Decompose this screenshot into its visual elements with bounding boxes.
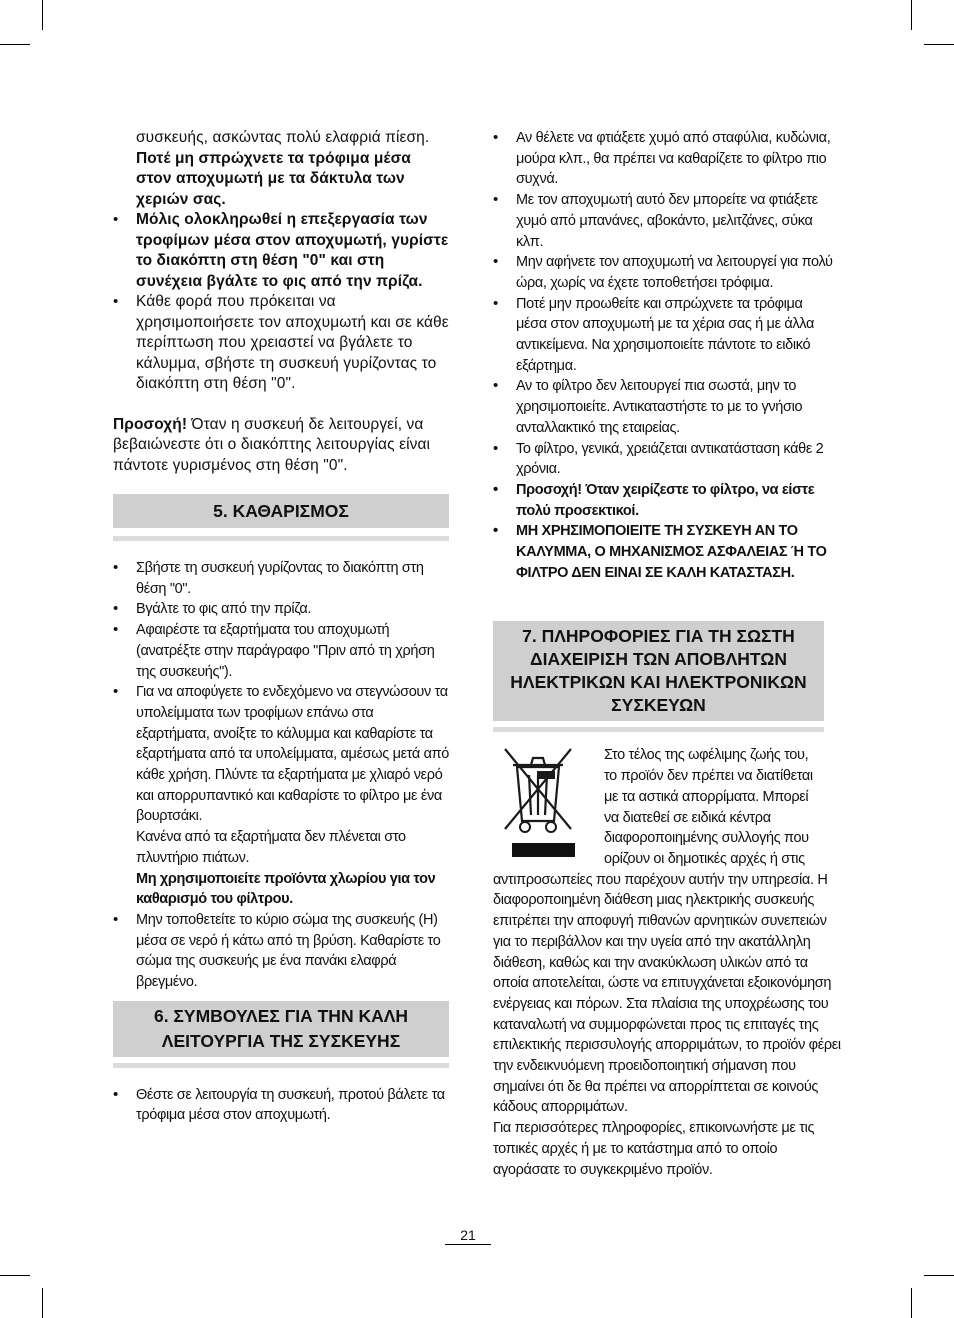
- list-item: [493, 294, 835, 377]
- crop-mark: [911, 1288, 912, 1318]
- bullet-icon: •: [493, 129, 498, 146]
- text-line: Στο τέλος της ωφέλιμης ζωής του,: [604, 747, 809, 764]
- crop-mark: [924, 44, 954, 45]
- list-item-text: Το φίλτρο, γενικά, χρειάζεται αντικατάσταση κάθε 2 χρόνια.: [516, 440, 824, 478]
- section-title: 5. ΚΑΘΑΡΙΣΜΟΣ: [113, 494, 449, 528]
- section-title: [113, 1001, 449, 1057]
- section-title-line: ΣΥΣΚΕΥΩΝ: [611, 695, 706, 716]
- intro-plain: συσκευής, ασκώντας πολύ ελαφριά πίεση.: [136, 129, 430, 146]
- list-item-text: Αν θέλετε να φτιάξετε χυμό από σταφύλια, κυδώνια, μούρα κλπ., θα πρέπει να καθαρίζετε το φίλτρο πιο συχνά.: [516, 130, 831, 188]
- list-item: [493, 376, 835, 438]
- list-item: [493, 439, 835, 480]
- crop-mark: [0, 1275, 30, 1276]
- list-item: [113, 599, 449, 620]
- section-rule: [493, 727, 824, 732]
- list-item-text: Βγάλτε το φις από την πρίζα.: [136, 601, 312, 618]
- weee-body: αντιπροσωπείες που παρέχουν αυτήν την υπηρεσία. Η διαφοροποιημένη διάθεση μιας ηλεκτρικής συσκευής επιτρέπει την αποφυγή πιθανών αρνητικών συνεπειών για το περιβάλλον και την υγεία από την ακατάλληλη διάθεση, καθώς και την ανακύκλωση υλικών από τα οποία αποτελείται, ώστε να επιτυγχάνεται εξοικονόμηση ενέργειας και πόρων. Στα πλαίσια της υποχρέωσης του καταναλωτή να συμμορφώνεται προς τις επιταγές της επιλεκτικής περισσυλογής απορριμάτων, το προϊόν φέρει την ενδεικνυόμενη προειδοποιητική σήμανση που σημαίνει ότι δε θα πρέπει να απορρίπτεται σε κοινούς κάδους απορριμάτων.: [493, 871, 841, 1116]
- list-item-text: Θέστε σε λειτουργία τη συσκευή, προτού βάλετε τα τρόφιμα μέσα στον αποχυμωτή.: [136, 1086, 445, 1124]
- cleaning-warning: Μη χρησιμοποιείτε προϊόντα χλωρίου για τον καθαρισμό του φίλτρου.: [136, 870, 436, 908]
- bullet-icon: •: [113, 621, 118, 639]
- list-item-text: Όταν χειρίζεστε το φίλτρο, να είστε πολύ προσεκτικοί.: [516, 481, 815, 519]
- section-title-line: ΗΛΕΚΤΡΙΚΩΝ ΚΑΙ ΗΛΕΚΤΡΟΝΙΚΩΝ: [510, 672, 807, 693]
- list-item: [113, 210, 449, 292]
- crop-mark: [0, 44, 30, 45]
- list-item-text: Μην αφήνετε τον αποχυμωτή να λειτουργεί για πολύ ώρα, χωρίς να έχετε τοποθετήσει τρόφιμα.: [516, 254, 833, 291]
- left-column: [113, 128, 449, 1126]
- bullet-icon: •: [113, 600, 118, 618]
- section-6-header: [113, 1001, 449, 1068]
- bullet-icon: •: [493, 480, 498, 498]
- list-item-text: Αν το φίλτρο δεν λειτουργεί πια σωστά, μην το χρησιμοποιείτε. Αντικαταστήστε το με το γνήσιο ανταλλακτικό της εταιρείας.: [516, 378, 803, 436]
- crop-mark: [911, 0, 912, 30]
- bullet-icon: •: [113, 559, 118, 576]
- list-item: [113, 292, 449, 395]
- tips-list: [493, 128, 835, 583]
- crop-mark: [42, 1288, 43, 1318]
- bullet-icon: •: [113, 1085, 118, 1103]
- bullet-icon: •: [493, 522, 498, 540]
- text-line: ορίζουν οι δημοτικές αρχές ή στις: [604, 850, 805, 867]
- cleaning-list: [113, 558, 449, 993]
- list-item: [113, 620, 449, 682]
- intro-paragraph: [113, 128, 449, 210]
- list-item: [113, 558, 449, 599]
- bullet-icon: •: [493, 439, 498, 457]
- section-title: [493, 621, 824, 721]
- crop-mark: [924, 1275, 954, 1276]
- list-item: [493, 190, 835, 252]
- text-line: με τα αστικά απορρίματα. Μπορεί: [604, 788, 809, 805]
- caution-label: Προσοχή!: [516, 481, 582, 498]
- list-item: [493, 521, 835, 583]
- list-item-text: Ποτέ μην προωθείτε και σπρώχνετε τα τρόφιμα μέσα στον αποχυμωτή με τα χέρια σας ή με άλλα αντικείμενα. Να χρησιμοποιείτε πάντοτε το ειδικό εξάρτημα.: [516, 295, 815, 374]
- operation-list: [113, 210, 449, 395]
- cleaning-note: Κανένα από τα εξαρτήματα δεν πλένεται στο πλυντήριο πιάτων.: [136, 829, 406, 866]
- crossed-bin-icon: [493, 743, 583, 861]
- list-item: [493, 128, 835, 190]
- bullet-icon: •: [113, 910, 118, 928]
- crop-mark: [42, 0, 43, 30]
- list-item-text: Σβήστε τη συσκευή γυρίζοντας το διακόπτη στη θέση "0".: [136, 560, 424, 597]
- caution-paragraph: [113, 415, 449, 477]
- list-item: [113, 1085, 463, 1126]
- bullet-icon: •: [113, 683, 118, 701]
- list-item: [493, 480, 835, 521]
- right-column: [493, 128, 841, 1180]
- text-line: το προϊόν δεν πρέπει να διατίθεται: [604, 768, 813, 785]
- list-item-text: Για να αποφύγετε το ενδεχόμενο να στεγνώσουν τα υπολείμματα των τροφίμων επάνω στα εξαρτήματα, ανοίξτε το κάλυμμα και καθαρίστε τα εξαρτήματα από τα υπολείμματα, αμέσως μετά από κάθε χρήση. Πλύντε τα εξαρτήματα με χλιαρό νερό και απορρυπαντικό και καθαρίστε το φίλτρο με ένα βουρτσάκι.: [136, 684, 449, 825]
- bullet-icon: •: [493, 253, 498, 271]
- section-title-line: ΛΕΙΤΟΥΡΓΙΑ ΤΗΣ ΣΥΣΚΕΥΗΣ: [161, 1030, 401, 1051]
- list-item: [113, 910, 449, 993]
- page-number: 21: [445, 1227, 491, 1245]
- list-item-text: ΜΗ ΧΡΗΣΙΜΟΠΟΙΕΙΤΕ ΤΗ ΣΥΣΚΕΥΗ ΑΝ ΤΟ ΚΑΛΥΜΜΑ, Ο ΜΗΧΑΝΙΣΜΟΣ ΑΣΦΑΛΕΙΑΣ Ή ΤΟ ΦΙΛΤΡΟ ΔΕΝ ΕΙΝΑΙ ΣΕ ΚΑΛΗ ΚΑΤΑΣΤΑΣΗ.: [516, 523, 827, 581]
- section-title-line: 6. ΣΥΜΒΟΥΛΕΣ ΓΙΑ ΤΗΝ ΚΑΛΗ: [153, 1005, 409, 1026]
- tips-list-left: [113, 1085, 463, 1126]
- section-title-line: ΔΙΑΧΕΙΡΙΣΗ ΤΩΝ ΑΠΟΒΛΗΤΩΝ: [530, 649, 787, 670]
- bullet-icon: •: [493, 377, 498, 395]
- list-item-text: Κάθε φορά που πρόκειται να χρησιμοποιήσετε τον αποχυμωτή και σε κάθε περίπτωση που χρειαστεί να βγάλετε το κάλυμμα, σβήστε τη συσκευή γυρίζοντας το διακόπτη στη θέση "0".: [136, 293, 449, 392]
- section-title-line: 7. ΠΛΗΡΟΦΟΡΙΕΣ ΓΙΑ ΤΗ ΣΩΣΤΗ: [522, 626, 795, 647]
- bullet-icon: •: [113, 293, 119, 310]
- section-5-header: [113, 494, 449, 541]
- list-item: [493, 252, 835, 293]
- list-item-text: Με τον αποχυμωτή αυτό δεν μπορείτε να φτιάξετε χυμό από μπανάνες, αβοκάντο, μελιτζάνες, σύκα κλπ.: [516, 192, 818, 250]
- intro-bold: Ποτέ μη σπρώχνετε τα τρόφιμα μέσα στον αποχυμωτή με τα δάκτυλα των χεριών σας.: [136, 149, 411, 208]
- caution-label: Προσοχή!: [113, 415, 188, 433]
- caution-text: Όταν η συσκευή δε λειτουργεί, να βεβαιώνεστε ότι ο διακόπτης λειτουργίας είναι πάντοτε γυρισμένος στη θέση "0".: [113, 415, 431, 474]
- bullet-icon: •: [113, 211, 119, 228]
- list-item-text: Μην τοποθετείτε το κύριο σώμα της συσκευής (Η) μέσα σε νερό ή κάτω από τη βρύση. Καθαρίστε το σώμα της συσκευής με ένα πανάκι ελαφρά βρεγμένο.: [136, 911, 441, 991]
- text-line: να διατεθεί σε ειδικά κέντρα: [604, 809, 771, 826]
- section-rule: [113, 1063, 449, 1068]
- section-7-header: [493, 621, 824, 732]
- list-item-text: Αφαιρέστε τα εξαρτήματα του αποχυμωτή (ανατρέξτε στην παράγραφο "Πριν από τη χρήση της συσκευής").: [136, 622, 435, 680]
- text-line: διαφοροποιημένης συλλογής που: [604, 830, 809, 847]
- weee-more-info: Για περισσότερες πληροφορίες, επικοινωνήστε με τις τοπικές αρχές ή με το κατάστημα από το οποίο αγοράσατε το συγκεκριμένο προϊόν.: [493, 1120, 815, 1178]
- list-item-text: Μόλις ολοκληρωθεί η επεξεργασία των τροφίμων μέσα στον αποχυμωτή, γυρίστε το διακόπτη στη θέση "0" και στη συνέχεια βγάλτε το φις από την πρίζα.: [136, 211, 449, 290]
- section-rule: [113, 536, 449, 541]
- bullet-icon: •: [493, 191, 498, 209]
- bullet-icon: •: [493, 294, 498, 312]
- list-item: [113, 682, 449, 910]
